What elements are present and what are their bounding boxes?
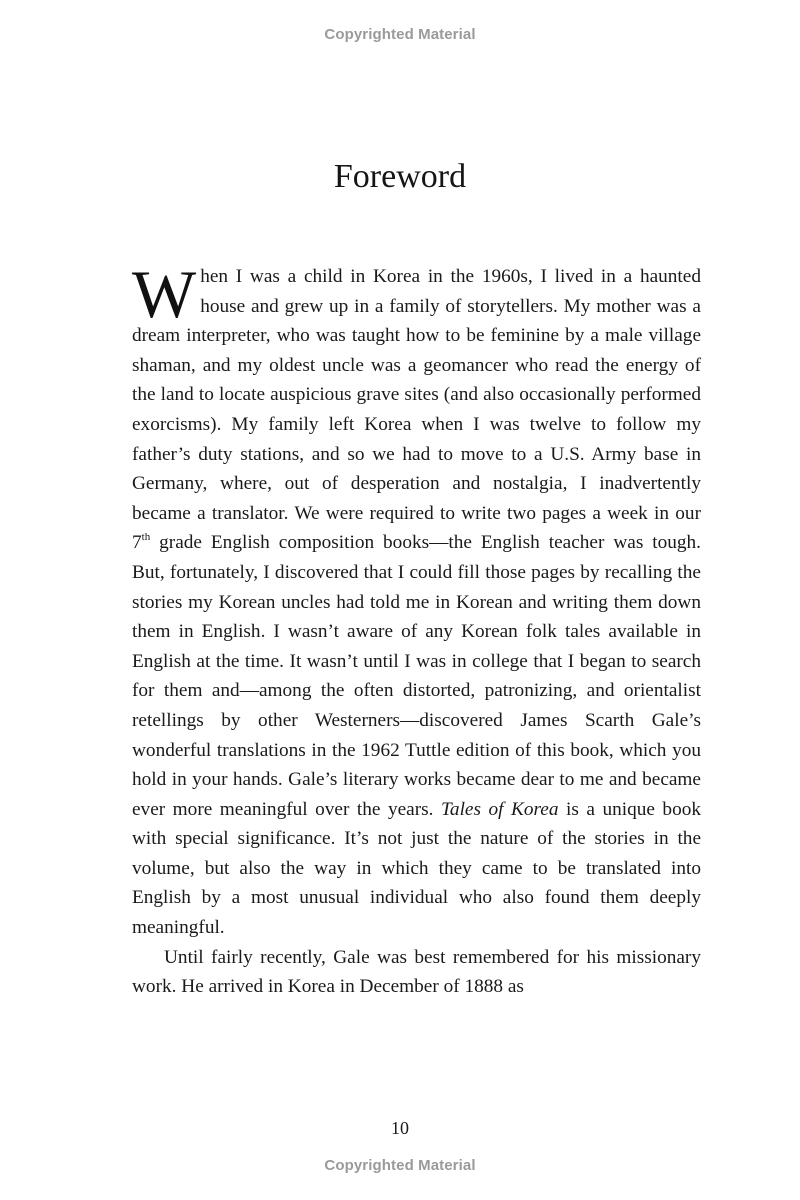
page-number: 10 [391,1118,409,1138]
paragraph-2: Until fairly recently, Gale was best remembered for his missionary work. He arrived in Korea in December of 1888 as [132,946,701,998]
drop-cap: W [132,256,197,332]
paragraph-1-text-c: is a unique book with special significance. It’s not just the nature of the stories in the volume, but also the way in which they came to be translated into English by a most unusual individual who also found them deeply meaningful. [132,798,701,939]
body-text [132,256,701,1002]
book-title-italic: Tales of Korea [440,798,559,820]
paragraph-1-text-a: hen I was a child in Korea in the 1960s, I lived in a haunted house and grew up in a family of storytellers. My mother was a dream interpreter, who was taught how to be feminine by a male village shaman, and my oldest uncle was a geomancer who read the energy of the land to locate auspicious grave sites (and also occasionally performed exorcisms). My family left Korea when I was twelve to follow my father’s duty stations, and so we had to move to a U.S. Army base in Germany, where, out of desperation and nostalgia, I inadvertently became a translator. We were required to write two pages a week in our 7 [132,266,701,554]
copyright-notice-top: Copyrighted Material [324,26,476,43]
paragraph-1-text-b: grade English composition books—the English teacher was tough. But, fortunately, I discovered that I could fill those pages by recalling the stories my Korean uncles had told me in Korean and writing them down them in English. I wasn’t aware of any Korean folk tales available in English at the time. It wasn’t until I was in college that I began to search for them and—among the often distorted, patronizing, and orientalist retellings by other Westerners—discovered James Scarth Gale’s wonderful translations in the 1962 Tuttle edition of this book, which you hold in your hands. Gale’s literary works became dear to me and became ever more meaningful over the years. [132,532,701,820]
paragraph-1 [132,256,701,943]
chapter-title: Foreword [333,158,467,195]
copyright-notice-bottom: Copyrighted Material [324,1157,476,1174]
ordinal-suffix: th [141,531,151,544]
